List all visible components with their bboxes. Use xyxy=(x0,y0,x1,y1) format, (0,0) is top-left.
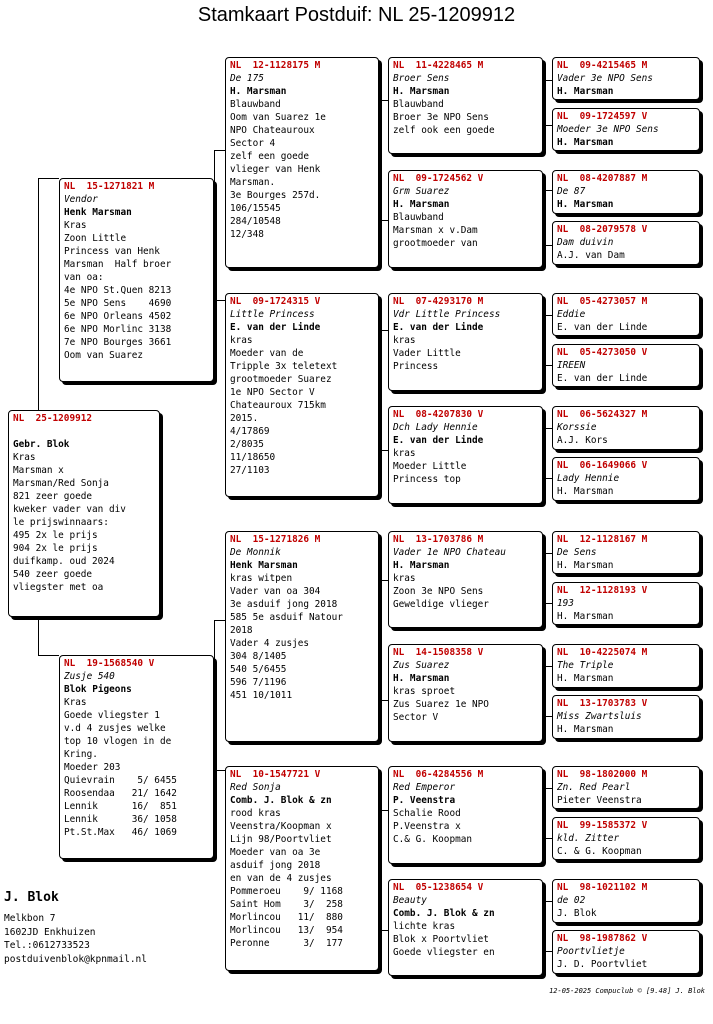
breeder-email: postduivenblok@kpnmail.nl xyxy=(4,954,147,966)
pigeon-name: De 175 xyxy=(230,72,264,84)
pigeon-name: kld. Zitter xyxy=(557,832,620,844)
ring-number: NL 25-1209912 xyxy=(13,413,93,424)
detail-line: Vader van oa 304 xyxy=(230,585,321,597)
owner-name: H. Marsman xyxy=(393,559,450,571)
connector-line xyxy=(379,220,388,221)
detail-line: 7e NPO Bourges 3661 xyxy=(64,336,172,348)
owner-name: E. van der Linde xyxy=(557,321,648,333)
detail-line: van oa: xyxy=(64,271,104,283)
detail-line: Kras xyxy=(13,451,36,463)
connector-line xyxy=(379,810,388,811)
detail-line: Blauwband xyxy=(393,98,444,110)
detail-line: 596 7/1196 xyxy=(230,676,287,688)
detail-line: Peronne 3/ 177 xyxy=(230,937,343,949)
owner-name: J. D. Poortvliet xyxy=(557,958,648,970)
pigeon-name: Zusje 540 xyxy=(64,670,115,682)
pigeon-name: Poortvlietje xyxy=(557,945,625,957)
pigeon-name: Red Sonja xyxy=(230,781,281,793)
detail-line: 3e asduif jong 2018 xyxy=(230,598,338,610)
connector-line xyxy=(379,450,388,451)
detail-line: Sector 4 xyxy=(230,137,276,149)
detail-line: kras xyxy=(230,334,253,346)
owner-name: H. Marsman xyxy=(393,85,450,97)
detail-line: kweker vader van div xyxy=(13,503,126,515)
detail-line: rood kras xyxy=(230,807,281,819)
pigeon-card xyxy=(552,406,700,450)
ring-number: NL 13-1703786 M xyxy=(393,534,484,545)
ring-number: NL 11-4228465 M xyxy=(393,60,484,71)
connector-line xyxy=(379,700,388,701)
detail-line: Morlincou 13/ 954 xyxy=(230,924,343,936)
owner-name: H. Marsman xyxy=(557,559,614,571)
owner-name: Gebr. Blok xyxy=(13,438,70,450)
detail-line: Princess top xyxy=(393,473,461,485)
pigeon-card xyxy=(552,531,700,574)
owner-name: C. & G. Koopman xyxy=(557,845,642,857)
detail-line: Marsman. xyxy=(230,176,276,188)
pigeon-card xyxy=(552,879,700,923)
detail-line: 12/348 xyxy=(230,228,264,240)
connector-line xyxy=(379,330,380,450)
ring-number: NL 12-1128175 M xyxy=(230,60,321,71)
ring-number: NL 09-1724562 V xyxy=(393,173,484,184)
pigeon-name: Vader 1e NPO Chateau xyxy=(393,546,506,558)
owner-name: H. Marsman xyxy=(557,136,614,148)
ring-number: NL 12-1128167 M xyxy=(557,534,648,545)
detail-line: 3e Bourges 257d. xyxy=(230,189,321,201)
detail-line: 4/17869 xyxy=(230,425,270,437)
detail-line: 5e NPO Sens 4690 xyxy=(64,297,172,309)
pigeon-name: Dam duivin xyxy=(557,236,614,248)
connector-line xyxy=(214,620,225,621)
pigeon-card xyxy=(388,644,543,742)
detail-line: P.Veenstra x xyxy=(393,820,461,832)
pigeon-name: Little Princess xyxy=(230,308,315,320)
detail-line: Lennik 36/ 1058 xyxy=(64,813,177,825)
detail-line: Lijn 98/Poortvliet xyxy=(230,833,332,845)
ring-number: NL 19-1568540 V xyxy=(64,658,155,669)
ring-number: NL 09-4215465 M xyxy=(557,60,648,71)
connector-line xyxy=(214,150,225,151)
detail-line: Oom van Suarez xyxy=(64,349,144,361)
detail-line: 2018 xyxy=(230,624,253,636)
connector-line xyxy=(379,810,380,930)
owner-name: P. Veenstra xyxy=(393,794,456,806)
detail-line: Zoon 3e NPO Sens xyxy=(393,585,484,597)
pigeon-card xyxy=(552,582,700,625)
pigeon-name: Grm Suarez xyxy=(393,185,450,197)
detail-line: Moeder van oa 3e xyxy=(230,846,321,858)
owner-name: H. Marsman xyxy=(557,672,614,684)
breeder-address: Melkbon 7 xyxy=(4,912,56,924)
pigeon-name: Moeder 3e NPO Sens xyxy=(557,123,659,135)
connector-line xyxy=(543,553,552,554)
pigeon-name: Eddie xyxy=(557,308,586,320)
detail-line: Tripple 3x teletext xyxy=(230,360,338,372)
detail-line: 495 2x le prijs xyxy=(13,529,98,541)
pigeon-card xyxy=(8,410,160,617)
footer-credit: 12-05-2025 Compuclub © [9.48] J. Blok xyxy=(549,987,705,995)
ring-number: NL 05-1238654 V xyxy=(393,882,484,893)
pigeon-name: Zus Suarez xyxy=(393,659,450,671)
detail-line: 540 5/6455 xyxy=(230,663,287,675)
pigeon-name: De Monnik xyxy=(230,546,281,558)
pigeon-card xyxy=(552,457,700,501)
owner-name: Comb. J. Blok & zn xyxy=(393,907,495,919)
connector-line xyxy=(38,655,59,656)
detail-line: 6e NPO Morlinc 3138 xyxy=(64,323,172,335)
detail-line: v.d 4 zusjes welke xyxy=(64,722,166,734)
ring-number: NL 06-1649066 V xyxy=(557,460,648,471)
page-title: Stamkaart Postduif: NL 25-1209912 xyxy=(197,4,516,26)
pigeon-card xyxy=(388,170,543,268)
detail-line: Kring. xyxy=(64,748,98,760)
connector-line xyxy=(543,788,552,789)
detail-line: Geweldige vlieger xyxy=(393,598,489,610)
connector-line xyxy=(543,80,552,81)
detail-line: asduif jong 2018 xyxy=(230,859,321,871)
detail-line: Quievrain 5/ 6455 xyxy=(64,774,177,786)
pigeon-name: Dch Lady Hennie xyxy=(393,421,478,433)
connector-line xyxy=(543,478,552,479)
detail-line: Roosendaa 21/ 1642 xyxy=(64,787,177,799)
detail-line: Schalie Rood xyxy=(393,807,461,819)
ring-number: NL 98-1802000 M xyxy=(557,769,648,780)
detail-line: grootmoeder Suarez xyxy=(230,373,332,385)
detail-line: C.& G. Koopman xyxy=(393,833,473,845)
pigeon-name: Broer Sens xyxy=(393,72,450,84)
connector-line xyxy=(379,100,388,101)
pigeon-card xyxy=(388,766,543,864)
detail-line: 106/15545 xyxy=(230,202,281,214)
pigeon-name: de 02 xyxy=(557,894,586,906)
connector-line xyxy=(543,190,552,191)
ring-number: NL 15-1271821 M xyxy=(64,181,155,192)
connector-line xyxy=(214,300,225,301)
detail-line: lichte kras xyxy=(393,920,456,932)
connector-line xyxy=(379,930,388,931)
ring-number: NL 05-4273057 M xyxy=(557,296,648,307)
connector-line xyxy=(543,603,552,604)
detail-line: Princess van Henk xyxy=(64,245,160,257)
detail-line: Goede vliegster 1 xyxy=(64,709,160,721)
owner-name: E. van der Linde xyxy=(230,321,321,333)
pigeon-card xyxy=(552,170,700,214)
pigeon-card xyxy=(552,644,700,688)
ring-number: NL 05-4273050 V xyxy=(557,347,648,358)
detail-line: 2/8035 xyxy=(230,438,264,450)
detail-line: grootmoeder van xyxy=(393,237,478,249)
connector-line xyxy=(543,245,552,246)
connector-line xyxy=(38,617,39,655)
detail-line: Kras xyxy=(64,696,87,708)
ring-number: NL 98-1021102 M xyxy=(557,882,648,893)
detail-line: Vader Little xyxy=(393,347,461,359)
detail-line: Morlincou 11/ 880 xyxy=(230,911,343,923)
detail-line: en van de 4 zusjes xyxy=(230,872,332,884)
pigeon-name: De 87 xyxy=(557,185,586,197)
pigeon-card xyxy=(388,531,543,628)
detail-line: kras xyxy=(393,334,416,346)
pigeon-card xyxy=(552,344,700,387)
detail-line: Marsman x xyxy=(13,464,64,476)
detail-line: Blauwband xyxy=(230,98,281,110)
owner-name: Blok Pigeons xyxy=(64,683,132,695)
owner-name: H. Marsman xyxy=(230,85,287,97)
owner-name: H. Marsman xyxy=(393,198,450,210)
ring-number: NL 06-4284556 M xyxy=(393,769,484,780)
connector-line xyxy=(543,901,552,902)
breeder-postcode-city: 1602JD Enkhuizen xyxy=(4,926,96,938)
connector-line xyxy=(379,580,380,700)
pigeon-card xyxy=(552,766,700,809)
detail-line: Saint Hom 3/ 258 xyxy=(230,898,343,910)
spacer xyxy=(13,426,156,439)
pigeon-card xyxy=(225,293,379,497)
connector-line xyxy=(543,716,552,717)
ring-number: NL 98-1987862 V xyxy=(557,933,648,944)
detail-line: Lennik 16/ 851 xyxy=(64,800,177,812)
detail-line: vliegster met oa xyxy=(13,581,104,593)
detail-line: Marsman x v.Dam xyxy=(393,224,478,236)
owner-name: Henk Marsman xyxy=(230,559,298,571)
pigeon-name: IREEN xyxy=(557,359,586,371)
connector-line xyxy=(214,770,225,771)
owner-name: Comb. J. Blok & zn xyxy=(230,794,332,806)
pigeon-name: Lady Hennie xyxy=(557,472,620,484)
pigeon-card xyxy=(552,930,700,974)
detail-line: Moeder van de xyxy=(230,347,304,359)
detail-line: 2015. xyxy=(230,412,259,424)
detail-line: kras sproet xyxy=(393,685,456,697)
owner-name: H. Marsman xyxy=(557,610,614,622)
detail-line: Vader 4 zusjes xyxy=(230,637,310,649)
detail-line: kras witpen xyxy=(230,572,293,584)
pigeon-card xyxy=(552,293,700,336)
detail-line: zelf een goede xyxy=(230,150,310,162)
detail-line: 821 zeer goede xyxy=(13,490,93,502)
pigeon-card xyxy=(552,695,700,739)
connector-line xyxy=(379,100,380,220)
ring-number: NL 08-4207830 V xyxy=(393,409,484,420)
detail-line: 27/1103 xyxy=(230,464,270,476)
pigeon-name: 193 xyxy=(557,597,574,609)
detail-line: Broer 3e NPO Sens xyxy=(393,111,489,123)
detail-line: kras xyxy=(393,572,416,584)
detail-line: le prijswinnaars: xyxy=(13,516,109,528)
connector-line xyxy=(38,178,59,179)
detail-line: Moeder Little xyxy=(393,460,467,472)
ring-number: NL 07-4293170 M xyxy=(393,296,484,307)
detail-line: top 10 vlogen in de xyxy=(64,735,172,747)
detail-line: Blok x Poortvliet xyxy=(393,933,489,945)
owner-name: E. van der Linde xyxy=(393,434,484,446)
connector-line xyxy=(38,178,39,410)
connector-line xyxy=(379,580,388,581)
ring-number: NL 09-1724315 V xyxy=(230,296,321,307)
pigeon-name: Korssie xyxy=(557,421,597,433)
detail-line: Chateauroux 715km xyxy=(230,399,326,411)
detail-line: 6e NPO Orleans 4502 xyxy=(64,310,172,322)
connector-line xyxy=(543,951,552,952)
breeder-phone: Tel.:0612733523 xyxy=(4,940,90,952)
breeder-name: J. Blok xyxy=(4,890,59,905)
pigeon-card xyxy=(59,178,214,382)
pigeon-name: Zn. Red Pearl xyxy=(557,781,631,793)
detail-line: 540 zeer goede xyxy=(13,568,93,580)
detail-line: Zoon Little xyxy=(64,232,127,244)
detail-line: Kras xyxy=(64,219,87,231)
pigeon-card xyxy=(59,655,214,859)
connector-line xyxy=(543,666,552,667)
ring-number: NL 10-1547721 V xyxy=(230,769,321,780)
detail-line: Zus Suarez 1e NPO xyxy=(393,698,489,710)
detail-line: Oom van Suarez 1e xyxy=(230,111,326,123)
pigeon-name: Vdr Little Princess xyxy=(393,308,501,320)
ring-number: NL 12-1128193 V xyxy=(557,585,648,596)
owner-name: Henk Marsman xyxy=(64,206,132,218)
owner-name: E. van der Linde xyxy=(557,372,648,384)
connector-line xyxy=(543,838,552,839)
pigeon-card xyxy=(552,108,700,151)
ring-number: NL 08-2079578 V xyxy=(557,224,648,235)
connector-line xyxy=(543,428,552,429)
owner-name: Pieter Veenstra xyxy=(557,794,642,806)
connector-line xyxy=(214,620,215,770)
ring-number: NL 10-4225074 M xyxy=(557,647,648,658)
connector-line xyxy=(379,330,388,331)
owner-name: H. Marsman xyxy=(557,485,614,497)
detail-line: Pt.St.Max 46/ 1069 xyxy=(64,826,177,838)
detail-line: Pommeroeu 9/ 1168 xyxy=(230,885,343,897)
owner-name: J. Blok xyxy=(557,907,597,919)
pigeon-card xyxy=(388,406,543,504)
ring-number: NL 06-5624327 M xyxy=(557,409,648,420)
ring-number: NL 99-1585372 V xyxy=(557,820,648,831)
detail-line: 284/10548 xyxy=(230,215,281,227)
detail-line: Moeder 203 xyxy=(64,761,121,773)
owner-name: H. Marsman xyxy=(557,723,614,735)
detail-line: NPO Chateauroux xyxy=(230,124,315,136)
owner-name: H. Marsman xyxy=(557,198,614,210)
detail-line: Goede vliegster en xyxy=(393,946,495,958)
ring-number: NL 15-1271826 M xyxy=(230,534,321,545)
connector-line xyxy=(214,150,215,300)
detail-line: 585 5e asduif Natour xyxy=(230,611,343,623)
owner-name: H. Marsman xyxy=(393,672,450,684)
pigeon-card xyxy=(552,57,700,100)
pigeon-name: Vader 3e NPO Sens xyxy=(557,72,653,84)
pigeon-card xyxy=(388,57,543,154)
detail-line: Marsman/Red Sonja xyxy=(13,477,109,489)
pigeon-card xyxy=(225,766,379,971)
pigeon-name: Miss Zwartsluis xyxy=(557,710,642,722)
detail-line: 904 2x le prijs xyxy=(13,542,98,554)
pigeon-card xyxy=(388,879,543,976)
detail-line: Sector V xyxy=(393,711,439,723)
pigeon-card xyxy=(225,57,379,268)
breeder-info xyxy=(4,889,147,967)
detail-line: Blauwband xyxy=(393,211,444,223)
pigeon-card xyxy=(552,817,700,860)
connector-line xyxy=(543,315,552,316)
detail-line: 11/18650 xyxy=(230,451,276,463)
owner-name: H. Marsman xyxy=(557,85,614,97)
ring-number: NL 13-1703783 V xyxy=(557,698,648,709)
owner-name: A.J. Kors xyxy=(557,434,608,446)
pigeon-card xyxy=(552,221,700,265)
detail-line: Princess xyxy=(393,360,439,372)
pigeon-card xyxy=(388,293,543,391)
pigeon-name: Beauty xyxy=(393,894,427,906)
owner-name: E. van der Linde xyxy=(393,321,484,333)
pigeon-name: De Sens xyxy=(557,546,597,558)
connector-line xyxy=(543,125,552,126)
detail-line: Veenstra/Koopman x xyxy=(230,820,332,832)
detail-line: duifkamp. oud 2024 xyxy=(13,555,115,567)
ring-number: NL 14-1508358 V xyxy=(393,647,484,658)
pigeon-name: The Triple xyxy=(557,659,614,671)
ring-number: NL 09-1724597 V xyxy=(557,111,648,122)
detail-line: 1e NPO Sector V xyxy=(230,386,315,398)
detail-line: 451 10/1011 xyxy=(230,689,293,701)
pigeon-name: Red Emperor xyxy=(393,781,456,793)
detail-line: kras xyxy=(393,447,416,459)
connector-line xyxy=(543,365,552,366)
detail-line: vlieger van Henk xyxy=(230,163,321,175)
owner-name: A.J. van Dam xyxy=(557,249,625,261)
ring-number: NL 08-4207887 M xyxy=(557,173,648,184)
detail-line: 4e NPO St.Quen 8213 xyxy=(64,284,172,296)
detail-line: Marsman Half broer xyxy=(64,258,172,270)
pigeon-card xyxy=(225,531,379,742)
detail-line: 304 8/1405 xyxy=(230,650,287,662)
detail-line: zelf ook een goede xyxy=(393,124,495,136)
pigeon-name: Vendor xyxy=(64,193,98,205)
